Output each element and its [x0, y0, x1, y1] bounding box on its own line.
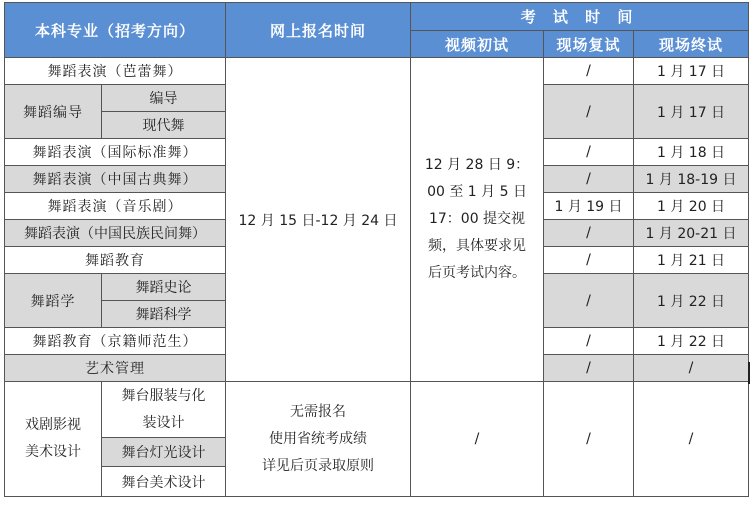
major-line: 美术设计 [25, 444, 81, 460]
sub-direction-cell: 舞台灯光设计 [102, 438, 226, 467]
major-line: 戏剧影视 [25, 417, 81, 433]
video-first-line: 17：00 提交视 [428, 211, 526, 227]
major-cell: 舞蹈表演（国际标准舞） [5, 139, 226, 166]
onsite-second-cell: / [544, 139, 634, 166]
table-row [5, 382, 749, 438]
onsite-second-cell: / [544, 382, 634, 497]
major-cell: 舞蹈教育 [5, 247, 226, 274]
onsite-second-cell: / [544, 328, 634, 355]
header-video-first: 视频初试 [411, 31, 544, 58]
registration-note-cell [226, 382, 411, 497]
onsite-final-cell: / [634, 382, 749, 497]
onsite-second-cell: 1 月 19 日 [544, 193, 634, 220]
page-edge-mark [748, 362, 750, 384]
onsite-final-cell: 1 月 22 日 [634, 328, 749, 355]
sub-direction-cell [102, 382, 226, 438]
video-first-line: 频，具体要求见 [428, 238, 527, 254]
major-cell: 舞蹈学 [5, 274, 102, 328]
onsite-final-cell: 1 月 20-21 日 [634, 220, 749, 247]
onsite-final-cell: 1 月 17 日 [634, 85, 749, 139]
onsite-second-cell: / [544, 85, 634, 139]
video-first-line: 00 至 1 月 5 日 [427, 184, 527, 200]
onsite-final-cell: 1 月 18-19 日 [634, 166, 749, 193]
registration-note-line: 无需报名 [290, 403, 347, 420]
video-first-cell: / [411, 382, 544, 497]
onsite-final-cell: 1 月 22 日 [634, 274, 749, 328]
major-cell: 舞蹈表演（音乐剧） [5, 193, 226, 220]
onsite-second-cell: / [544, 274, 634, 328]
onsite-second-cell: / [544, 247, 634, 274]
sub-direction-cell: 舞台美术设计 [102, 467, 226, 497]
onsite-final-cell: / [634, 355, 749, 382]
sub-direction-cell: 舞蹈史论 [102, 274, 226, 301]
onsite-second-cell: / [544, 220, 634, 247]
onsite-second-cell: / [544, 58, 634, 85]
major-cell: 舞蹈编导 [5, 85, 102, 139]
major-cell [5, 382, 102, 497]
admission-schedule-table [4, 2, 749, 497]
table-row [5, 58, 749, 85]
onsite-final-cell: 1 月 18 日 [634, 139, 749, 166]
registration-note-line: 使用省统考成绩 [269, 430, 368, 447]
header-exam-time: 考 试 时 间 [411, 3, 749, 31]
header-onsite-second: 现场复试 [544, 31, 634, 58]
registration-period-cell: 12 月 15 日-12 月 24 日 [226, 58, 411, 382]
sub-direction-cell: 现代舞 [102, 112, 226, 139]
video-first-line: 12 月 28 日 9： [424, 157, 530, 173]
sub-direction-line: 舞台服装与化 [121, 387, 206, 404]
onsite-final-cell: 1 月 21 日 [634, 247, 749, 274]
header-major: 本科专业（招考方向） [5, 3, 226, 58]
sub-direction-cell: 编导 [102, 85, 226, 112]
sub-direction-cell: 舞蹈科学 [102, 301, 226, 328]
sub-direction-line: 装设计 [142, 414, 185, 431]
onsite-second-cell: / [544, 166, 634, 193]
major-cell: 舞蹈表演（中国古典舞） [5, 166, 226, 193]
header-online-registration: 网上报名时间 [226, 3, 411, 58]
video-first-line: 后页考试内容。 [428, 265, 527, 281]
onsite-second-cell: / [544, 355, 634, 382]
video-first-cell [411, 58, 544, 382]
major-cell: 舞蹈表演（中国民族民间舞） [5, 220, 226, 247]
major-cell: 艺术管理 [5, 355, 226, 382]
header-onsite-final: 现场终试 [634, 31, 749, 58]
onsite-final-cell: 1 月 17 日 [634, 58, 749, 85]
onsite-final-cell: 1 月 20 日 [634, 193, 749, 220]
registration-note-line: 详见后页录取原则 [262, 457, 375, 474]
major-cell: 舞蹈教育（京籍师范生） [5, 328, 226, 355]
major-cell: 舞蹈表演（芭蕾舞） [5, 58, 226, 85]
